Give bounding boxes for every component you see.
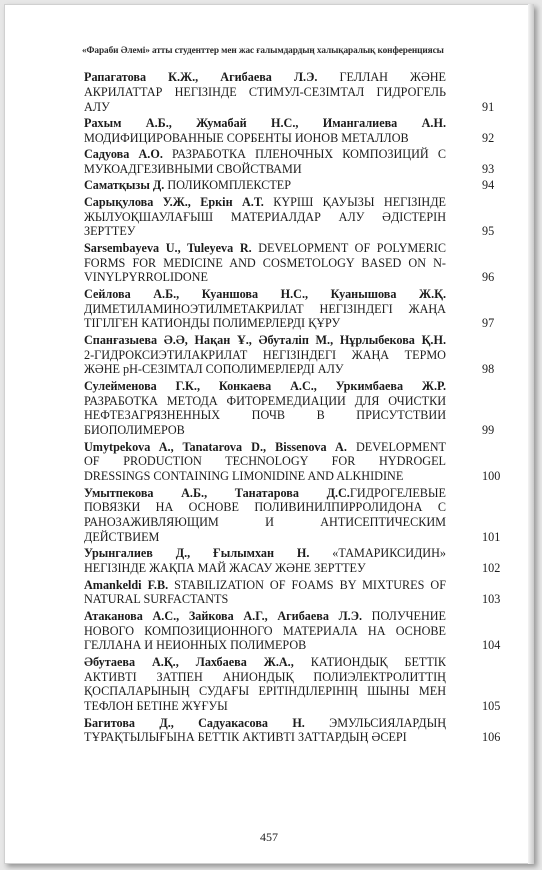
toc-entry-page: 97	[482, 316, 495, 331]
toc-entry	[84, 486, 446, 545]
toc-entry-line: РАЗРАБОТКА МЕТОДА ФИТОРЕМЕДИАЦИИ ДЛЯ ОЧИСТКИ	[84, 393, 446, 408]
toc-entry-line: ЖЫЛУОҚШАУЛАҒЫШ МАТЕРИАЛДАР АЛУ ӘДІСТЕРІН	[84, 209, 446, 224]
toc-entry-line: Умытпекова А.Б., Танатарова Д.С.ГИДРОГЕЛЕВЫЕ	[84, 485, 446, 500]
toc-entry-authors: Sarsembayeva U., Tuleyeva R.	[84, 240, 252, 255]
toc-entry	[84, 287, 446, 331]
toc-entry	[84, 195, 446, 239]
toc-entry	[84, 70, 446, 114]
toc-entry-line: FORMS FOR MEDICINE AND COSMETOLOGY BASED ON N-	[84, 255, 446, 270]
toc-entry-line: ТҰРАҚТЫЛЫҒЫНА БЕТТІК АКТИВТІ ЗАТТАРДЫҢ ӘСЕРІ	[84, 730, 407, 745]
toc-entry-line	[84, 379, 446, 394]
toc-entry-line: ПОВЯЗКИ НА ОСНОВЕ ПОЛИВИНИЛПИРРОЛИДОНА С	[84, 500, 446, 515]
toc-entry-line	[84, 333, 446, 348]
toc-entry-page: 102	[482, 561, 501, 576]
toc-entry-authors: Спанғазыева Ә.Ә, Нақан Ұ., Әбуталіп М., Нұрлыбекова Қ.Н.	[84, 332, 446, 347]
toc-entry-line: МУКОАДГЕЗИВНЫМИ СВОЙСТВАМИ	[84, 161, 302, 176]
toc-entry	[84, 178, 446, 193]
toc-entry	[84, 147, 446, 177]
toc-entry-line: Әбутаева А.Қ., Лахбаева Ж.А., КАТИОНДЫҚ БЕТТІК	[84, 654, 446, 669]
toc-entry-line: РАНОЗАЖИВЛЯЮЩИМ И АНТИСЕПТИЧЕСКИМ	[84, 515, 446, 530]
page-number: 457	[260, 830, 278, 844]
toc-entry-line: DRESSINGS CONTAINING LIMONIDINE AND ALKHIDINE	[84, 469, 404, 484]
toc-entry-page: 101	[482, 530, 501, 544]
toc-entry-authors: Багитова Д., Садуакасова Н.	[84, 715, 305, 730]
toc-entry-page: 99	[482, 423, 495, 438]
toc-entry	[84, 333, 446, 377]
toc-entry	[84, 716, 446, 746]
toc-entry-line: ЗЕРТТЕУ	[84, 224, 136, 239]
toc-entry-line: NATURAL SURFACTANTS	[84, 592, 229, 607]
toc-entry-page: 104	[482, 638, 501, 653]
toc-entry-line: OF PRODUCTION TECHNOLOGY FOR HYDROGEL	[84, 454, 446, 469]
toc-entry-line: Umytpekova A., Tanatarova D., Bissenova A. DEVELOPMENT	[84, 439, 446, 454]
toc-entry	[84, 241, 446, 285]
toc-entry-authors: Umytpekova A., Tanatarova D., Bissenova A.	[84, 439, 347, 454]
toc-entry-line: ТЕФЛОН БЕТІНЕ ЖҰҒУЫ	[84, 699, 228, 714]
toc-entry-authors: Рапагатова К.Ж., Агибаева Л.Э.	[84, 70, 318, 84]
toc-entry-page: 106	[482, 730, 501, 745]
document-page	[4, 4, 534, 864]
toc-entry-line: Amankeldi F.B. STABILIZATION OF FOAMS BY MIXTURES OF	[84, 577, 446, 592]
toc-entry	[84, 578, 446, 608]
toc-entry-line: ТІГІЛГЕН КАТИОНДЫ ПОЛИМЕРЛЕРДІ ҚҰРУ	[84, 316, 341, 331]
toc-entry-line: Садуова А.О. РАЗРАБОТКА ПЛЕНОЧНЫХ КОМПОЗИЦИЙ С	[84, 147, 446, 162]
toc-entry-line: ДЕЙСТВИЕМ	[84, 529, 160, 544]
toc-entry-line: ДИМЕТИЛАМИНОЭТИЛМЕТАКРИЛАТ НЕГІЗІНДЕГІ ЖАҢА	[84, 301, 446, 316]
toc-entry-authors: Садуова А.О.	[84, 147, 163, 162]
toc-entry-authors: Amankeldi F.B.	[84, 577, 169, 592]
toc-entry-authors: Әбутаева А.Қ., Лахбаева Ж.А.,	[84, 654, 294, 669]
toc-entry-line: АКРИЛАТТАР НЕГІЗІНДЕ СТИМУЛ-СЕЗІМТАЛ ГИДРОГЕЛЬ	[84, 84, 446, 99]
toc-entry-page: 96	[482, 270, 495, 285]
toc-entry-page: 92	[482, 130, 495, 145]
toc-entry-line: VINYLPYRROLIDONE	[84, 270, 208, 285]
toc-entry-line: ҚОСПАЛАРЫНЫҢ СУДАҒЫ ЕРІТІНДІЛЕРІНІҢ ШЫНЫ МЕН	[84, 684, 446, 699]
running-header: «Фараби Әлемі» атты студенттер мен жас ғалымдардың халықаралық конференциясы	[82, 46, 444, 56]
toc-entry	[84, 379, 446, 438]
toc-entry-page: 94	[482, 178, 495, 193]
toc-entry-line: Багитова Д., Садуакасова Н. ЭМУЛЬСИЯЛАРДЫҢ	[84, 715, 446, 730]
toc-entry-authors: Сейлова А.Б., Куаншова Н.С., Куанышова Ж.Қ.	[84, 286, 446, 301]
toc-entry	[84, 440, 446, 484]
page-edge-shadow	[528, 4, 534, 864]
toc-entry-line: НЕГІЗІНДЕ ЖАҚПА МАЙ ЖАСАУ ЖӘНЕ ЗЕРТТЕУ	[84, 561, 366, 576]
toc-entry-authors: Атаканова А.С., Зайкова А.Г., Агибаева Л.Э.	[84, 608, 363, 623]
toc-entry-line: БИОПОЛИМЕРОВ	[84, 423, 185, 438]
toc-entry	[84, 609, 446, 653]
toc-entry-line: НЕФТЕЗАГРЯЗНЕННЫХ ПОЧВ В ПРИСУТСТВИИ	[84, 408, 446, 423]
toc-entry-page: 103	[482, 592, 501, 607]
toc-entry-page: 95	[482, 224, 495, 239]
toc-entry-authors: Саматқызы Д.	[84, 178, 165, 193]
toc-entry-line	[84, 116, 446, 131]
toc-entry-authors: Сарықулова У.Ж., Еркін А.Т.	[84, 194, 264, 209]
toc-entry-line: Sarsembayeva U., Tuleyeva R. DEVELOPMENT OF POLYMERIC	[84, 240, 446, 255]
toc-entry-page: 91	[482, 99, 495, 114]
toc-entry	[84, 546, 446, 576]
toc-entry-line: НОВОГО КОМПОЗИЦИОННОГО МАТЕРИАЛА НА ОСНОВЕ	[84, 623, 446, 638]
toc-entry-line: Саматқызы Д. ПОЛИКОМПЛЕКСТЕР	[84, 178, 292, 193]
toc-entry-line: Атаканова А.С., Зайкова А.Г., Агибаева Л.Э. ПОЛУЧЕНИЕ	[84, 608, 446, 623]
toc-entry-line: Рапагатова К.Ж., Агибаева Л.Э. ГЕЛЛАН ЖӘНЕ	[84, 70, 446, 84]
toc-entry-authors: Рахым А.Б., Жумабай Н.С., Имангалиева А.Н.	[84, 116, 446, 130]
toc-entry-line	[84, 287, 446, 302]
toc-entry-authors: Урынгалиев Д., Ғылымхан Н.	[84, 546, 310, 561]
toc-entry-line: 2-ГИДРОКСИЭТИЛАКРИЛАТ НЕГІЗІНДЕГІ ЖАҢА ТЕРМО	[84, 347, 446, 362]
toc-entry-authors: Умытпекова А.Б., Танатарова Д.С.	[84, 485, 350, 500]
toc-entry-line: АЛУ	[84, 99, 110, 114]
toc-entry-line: АКТИВТІ ЗАТПЕН АНИОНДЫҚ ПОЛИЭЛЕКТРОЛИТТІҢ	[84, 669, 446, 684]
toc-entry-page: 105	[482, 699, 501, 714]
toc-entry-page: 100	[482, 469, 501, 484]
toc-entry-line: Урынгалиев Д., Ғылымхан Н. «ТАМАРИКСИДИН»	[84, 546, 446, 561]
toc-entry-page: 98	[482, 362, 495, 377]
toc-entry-line: ЖӘНЕ pH-СЕЗІМТАЛ СОПОЛИМЕРЛЕРДІ АЛУ	[84, 362, 344, 377]
toc-entry-page: 93	[482, 162, 495, 176]
toc-entry	[84, 655, 446, 714]
toc-entry	[84, 116, 446, 146]
toc-entry-authors: Сулейменова Г.К., Конкаева А.С., Уркимбаева Ж.Р.	[84, 378, 446, 393]
toc-entry-line: Сарықулова У.Ж., Еркін А.Т. КҮРІШ ҚАУЫЗЫ НЕГІЗІНДЕ	[84, 194, 446, 209]
toc-entry-line: МОДИФИЦИРОВАННЫЕ СОРБЕНТЫ ИОНОВ МЕТАЛЛОВ	[84, 130, 409, 145]
toc-entry-line: ГЕЛЛАНА И НЕИОННЫХ ПОЛИМЕРОВ	[84, 638, 307, 653]
